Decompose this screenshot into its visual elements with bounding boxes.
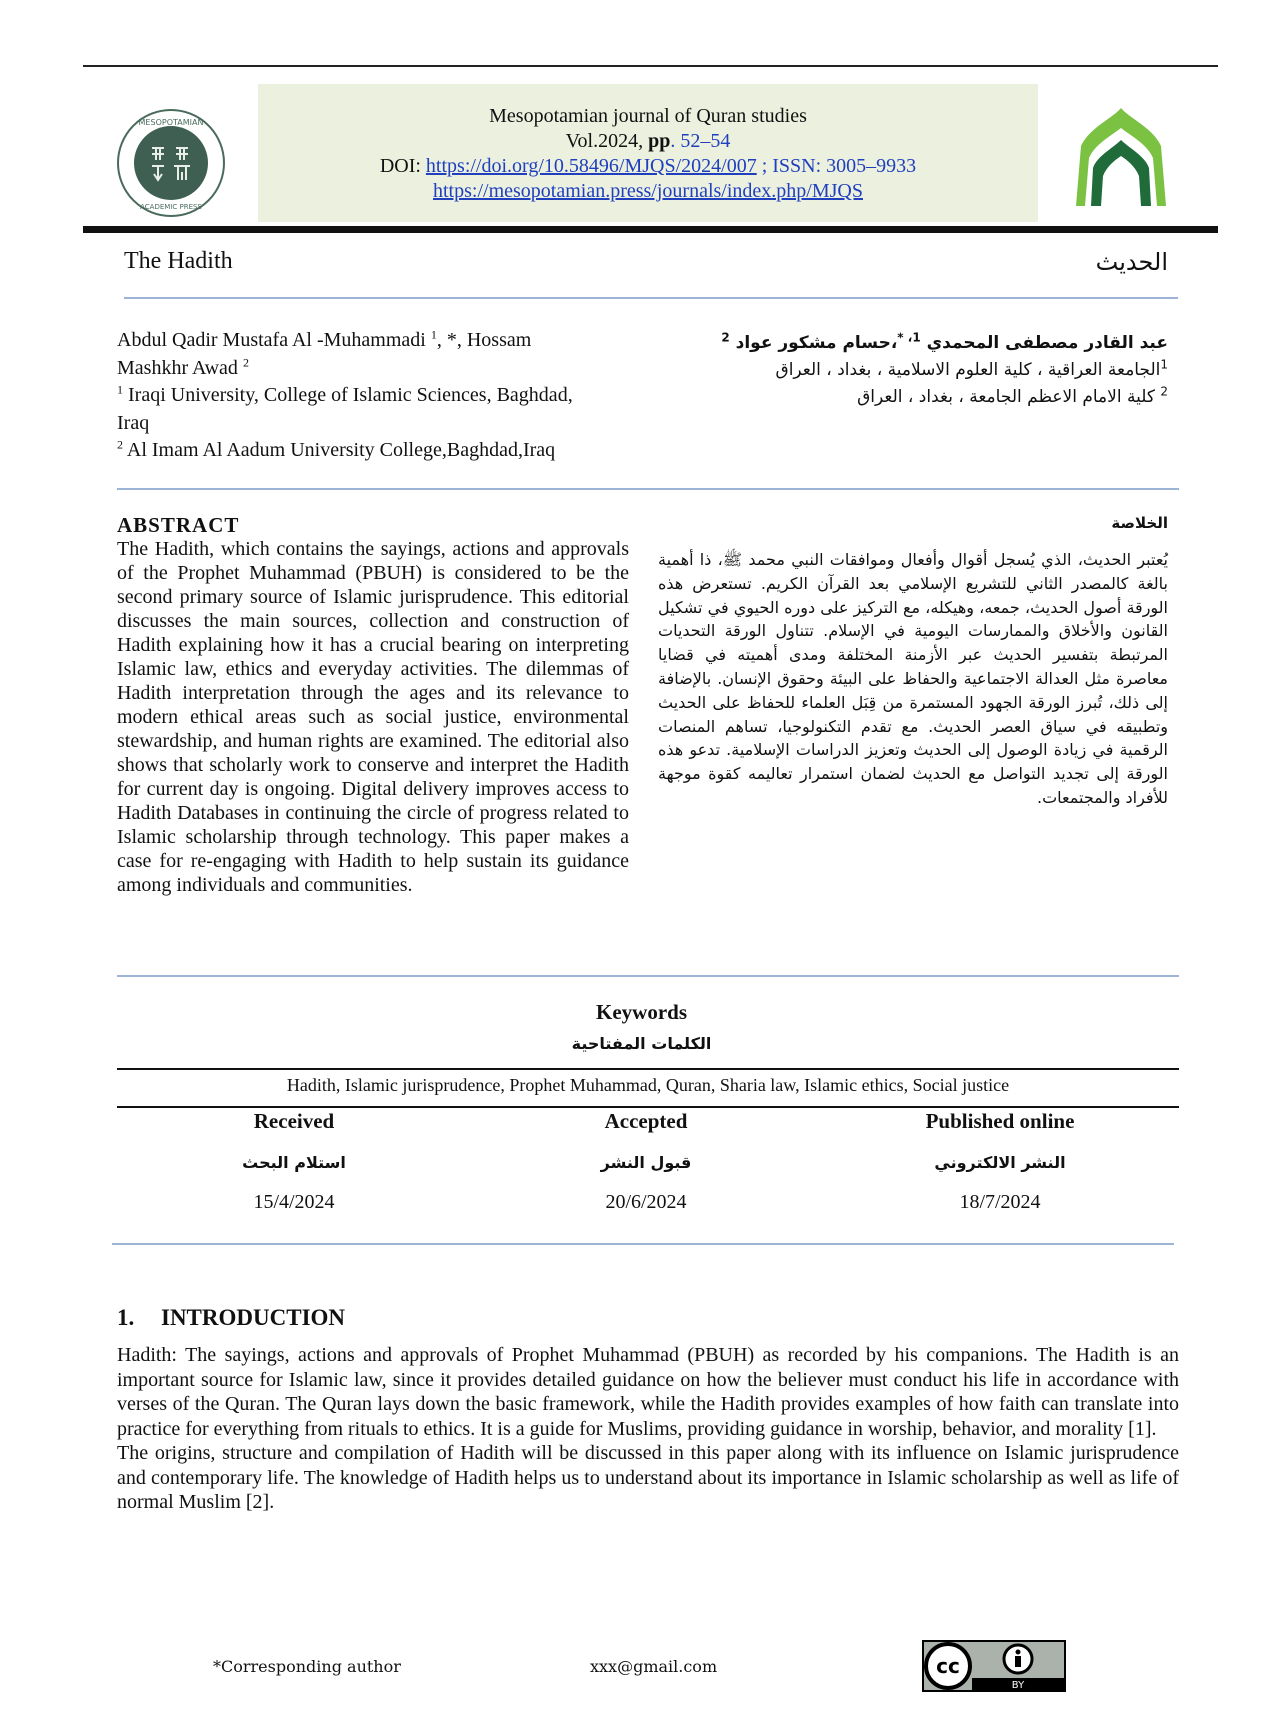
abstract-heading-ar: الخلاصة [1111,514,1168,532]
date-label-ar: استلام البحث [242,1153,346,1172]
journal-doi-line: DOI: https://doi.org/10.58496/MJQS/2024/007 ; ISSN: 3005–9933 [379,155,917,177]
cc-by-license-icon [922,1640,1066,1692]
top-rule [83,65,1218,67]
paragraph: The origins, structure and compilation of Hadith will be discussed in this paper along with its influence on Islamic jurisprudence and contemporary life. The knowledge of Hadith helps us to understand about its importance in Islamic scholarship as well as life of normal Muslim [2]. [117,1442,1179,1513]
date-received [164,1109,424,1214]
abstract-text-ar: يُعتبر الحديث، الذي يُسجل أقوال وأفعال وموافقات النبي محمد ﷺ، ذا أهمية بالغة كالمصدر الثاني للتشريع الإسلامي بعد القرآن الكريم. تستعرض هذه الورقة أصول الحديث، جمعه، وهيكله، مع التركيز على دوره الحيوي في تشكيل القانون والأخلاق والممارسات اليومية في الإسلام. تتناول الورقة التحديات المرتبطة بتفسير الحديث عبر الأزمنة المختلفة ومدى أهميته في قضايا معاصرة مثل العدالة الاجتماعية والحفاظ على البيئة وحقوق الإنسان. بالإضافة إلى ذلك، تُبرز الورقة الجهود المستمرة من قِبَل العلماء للحفاظ على الحديث وتطبيقه في سياق العصر الحديث. مع تقدم التكنولوجيا، تساهم المنصات الرقمية في زيادة الوصول إلى الحديث وتعزيز الدراسات الإسلامية. تدعو هذه الورقة إلى تجديد التواصل مع الحديث لضمان استمرار تعاليمه كقوة موجهة للأفراد والمجتمعات. [658,550,1168,807]
date-published [870,1109,1130,1214]
title-divider [124,297,1178,299]
journal-volume: Vol.2024, pp. 52–54 [565,130,731,152]
journal-header-box [258,84,1038,222]
keywords-title: Keywords [596,1000,687,1024]
keywords-title-ar: الكلمات المفتاحية [571,1034,712,1053]
abstract-divider [117,975,1179,977]
keywords-bottom-rule [117,1106,1179,1108]
introduction-body [117,1343,1179,1515]
keywords-list: Hadith, Islamic jurisprudence, Prophet Muhammad, Quran, Sharia law, Islamic ethics, Social justice [286,1075,1010,1095]
journal-link[interactable]: https://mesopotamian.press/journals/index.php/MJQS [433,180,863,202]
article-title-ar: الحديث [1095,248,1168,276]
dates-divider [112,1243,1174,1245]
date-label: Received [253,1109,335,1133]
seal-text-top: MESOPOTAMIAN [138,118,204,127]
corresponding-email[interactable]: xxx@gmail.com [590,1657,718,1676]
date-value: 15/4/2024 [253,1191,335,1213]
corresponding-author-note: *Corresponding author [213,1657,401,1676]
abstract-heading: ABSTRACT [117,513,240,537]
doi-link[interactable]: https://doi.org/10.58496/MJQS/2024/007 [425,155,757,177]
journal-name: Mesopotamian journal of Quran studies [489,105,807,127]
paragraph: Hadith: The sayings, actions and approvals of Prophet Muhammad (PBUH) as recorded by his companions. The Hadith is an important source for Islamic law, since it provides detailed guidance on how the believer must conduct his life in accordance with verses of the Quran. The Quran lays down the basic framework, while the Hadith provides examples of how faith can translate into practice for everything from rituals to ethics. It is a guide for Muslims, providing guidance in worship, behavior, and morality [1]. [117,1344,1179,1440]
date-label: Accepted [604,1109,688,1133]
date-value: 18/7/2024 [959,1191,1041,1213]
cc-by-label: BY [1011,1680,1025,1691]
authors-ar: عبد القادر مصطفى المحمدي $^{1، *}$،حسام مشكور عواد $^2$ $^1$الجامعة العراقية ، كلية العلوم الاسلامية ، بغداد ، العراق $^2$ كلية الامام الاعظم الجامعة ، بغداد ، العراق [721,330,1168,407]
date-accepted [516,1109,776,1214]
keywords-top-rule [117,1068,1179,1070]
abstract-text-en: The Hadith, which contains the sayings, actions and approvals of the Prophet Muhammad (PBUH) is considered to be the second primary source of Islamic jurisprudence. This editorial discusses the main sources, collection and construction of Hadith explaining how it has a crucial bearing on interpreting Islamic law, ethics and everyday activities. The dilemmas of Hadith interpretation through the ages and its relevance to modern ethical areas such as social justice, environmental stewardship, and human rights are examined. The editorial also shows that scholarly work to conserve and interpret the Hadith for current day is ongoing. Digital delivery improves access to Hadith Databases in continuing the circle of progress related to Islamic scholarship through technology. This paper makes a case for re-engaging with Hadith to help sustain its guidance among individuals and communities. [117,538,629,896]
date-label-ar: النشر الالكتروني [934,1153,1066,1172]
date-value: 20/6/2024 [605,1191,687,1213]
section-heading-introduction: 1. INTRODUCTION [117,1305,346,1330]
header-thick-rule [83,226,1218,233]
authors-en: Abdul Qadir Mustafa Al -Muhammadi $^1$, *, Hossam Mashkhr Awad $^2$ $^1$ Iraqi University, College of Islamic Sciences, Baghdad, Iraq $^2$ Al Imam Al Aadum University College,Baghdad,Iraq [117,327,573,461]
date-label: Published online [925,1109,1075,1133]
journal-arch-logo [1071,106,1171,206]
authors-divider [117,488,1179,490]
cc-text: cc [936,1654,960,1678]
seal-text-bottom: ACADEMIC PRESS [140,203,202,211]
publisher-seal-logo [116,108,226,218]
issn: 3005–9933 [826,155,917,177]
date-label-ar: قبول النشر [600,1153,692,1172]
article-title-en: The Hadith [124,248,233,274]
